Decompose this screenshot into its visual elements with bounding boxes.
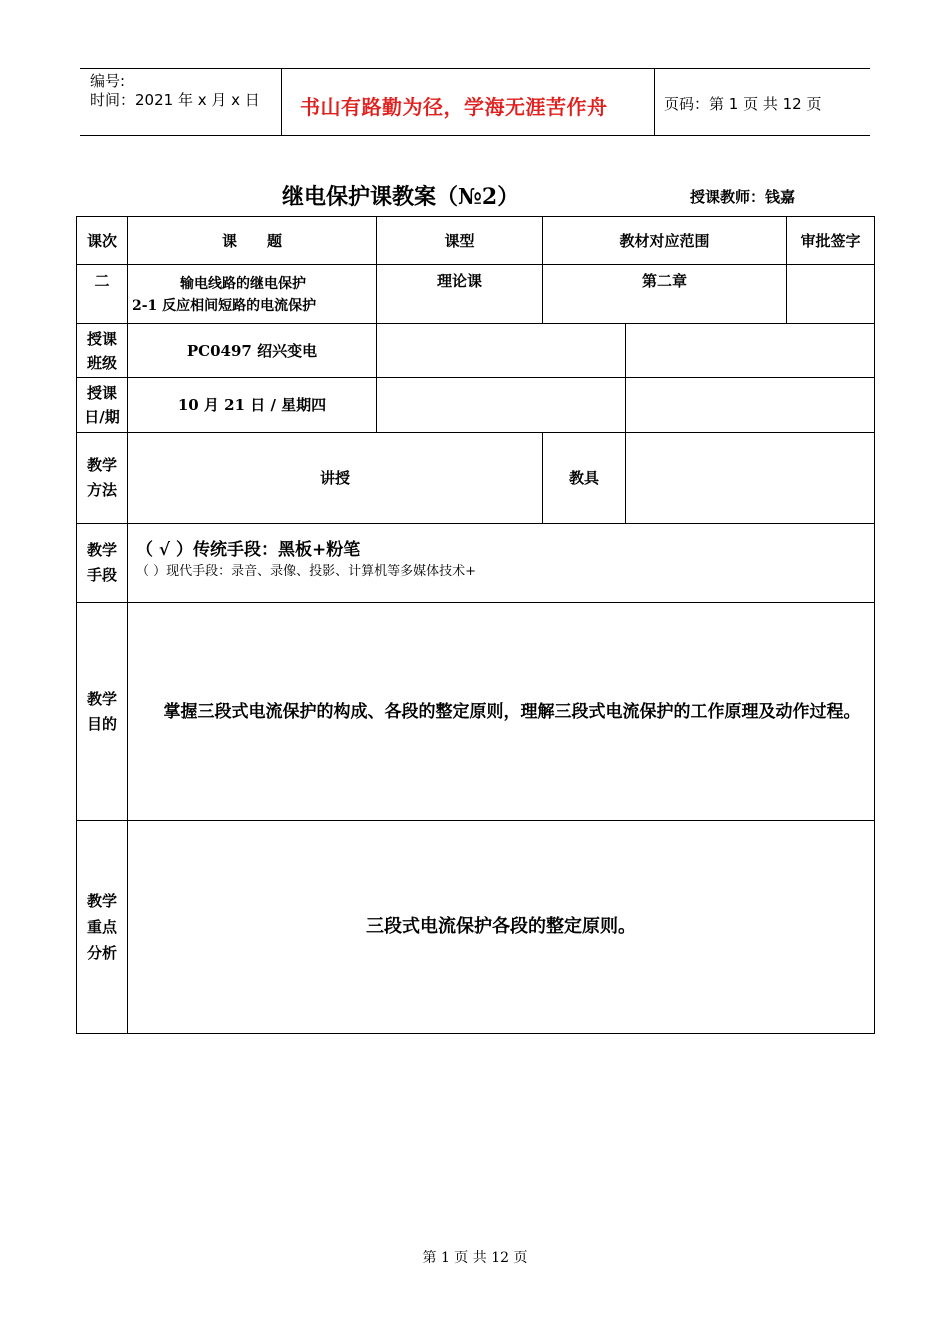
- tools-value: [625, 432, 875, 524]
- session-value: 二: [76, 264, 128, 324]
- header-motto: 书山有路勤为径，学海无涯苦作舟: [300, 95, 608, 119]
- method-label: [76, 432, 128, 524]
- tools-label: 教具: [542, 432, 626, 524]
- header-divider-left: [281, 69, 282, 135]
- header-number-label: 编号:: [90, 72, 126, 90]
- means-label: [76, 523, 128, 603]
- approval-signature-cell: [786, 264, 875, 324]
- header-top-rule: [80, 68, 870, 69]
- date-label-line-1: 授课: [86, 384, 117, 402]
- date-label: [76, 377, 128, 433]
- goal-label-line-2: 目的: [86, 714, 117, 733]
- focus-label: [76, 820, 128, 1034]
- header-session: 课次: [76, 216, 128, 265]
- header-course-type: 课型: [376, 216, 543, 265]
- class-extra-cell-2: [625, 323, 875, 378]
- method-label-line-1: 教学: [86, 456, 117, 474]
- header-divider-right: [654, 69, 655, 135]
- focus-label-line-3: 分析: [86, 944, 117, 962]
- topic-line-2: 2-1 反应相间短路的电流保护: [132, 298, 317, 314]
- header-textbook-scope: 教材对应范围: [542, 216, 787, 265]
- header-topic: 课 题: [127, 216, 377, 265]
- goal-text: 掌握三段式电流保护的构成、各段的整定原则，理解三段式电流保护的工作原理及动作过程。: [127, 602, 875, 821]
- page-footer: 第 1 页 共 12 页: [422, 1250, 528, 1266]
- header-page-info: 页码：第 1 页 共 12 页: [664, 95, 822, 113]
- page-title: 继电保护课教案（№2）: [282, 184, 520, 210]
- means-modern: （ ）现代手段：录音、录像、投影、计算机等多媒体技术+: [136, 564, 477, 579]
- header-bottom-rule: [80, 135, 870, 136]
- class-label: [76, 323, 128, 378]
- goal-label-line-1: 教学: [86, 689, 117, 708]
- method-value: 讲授: [127, 432, 543, 524]
- textbook-scope-value: 第二章: [542, 264, 787, 324]
- date-extra-cell-1: [376, 377, 626, 433]
- goal-label: [76, 602, 128, 821]
- course-type-value: 理论课: [376, 264, 543, 324]
- topic-line-1: 输电线路的继电保护: [180, 276, 306, 292]
- header-approval: 审批签字: [786, 216, 875, 265]
- means-label-line-1: 教学: [86, 541, 117, 559]
- means-traditional: （ √ ）传统手段：黑板+粉笔: [136, 540, 361, 560]
- means-label-line-2: 手段: [86, 566, 117, 584]
- date-label-line-2: 日/期: [84, 408, 120, 426]
- method-label-line-2: 方法: [86, 481, 117, 499]
- focus-label-line-1: 教学: [86, 892, 117, 910]
- class-extra-cell-1: [376, 323, 626, 378]
- class-label-line-2: 班级: [86, 353, 117, 372]
- teacher-name: 授课教师：钱嘉: [690, 188, 796, 206]
- date-value: 10 月 21 日 / 星期四: [127, 377, 377, 433]
- header-time-label: 时间：2021 年 x 月 x 日: [90, 91, 260, 109]
- date-extra-cell-2: [625, 377, 875, 433]
- focus-label-line-2: 重点: [86, 918, 117, 936]
- class-label-line-1: 授课: [86, 329, 117, 348]
- class-value: PC0497 绍兴变电: [127, 323, 377, 378]
- focus-text: 三段式电流保护各段的整定原则。: [127, 820, 875, 1034]
- topic-cell: [127, 264, 377, 324]
- means-value: [127, 523, 875, 603]
